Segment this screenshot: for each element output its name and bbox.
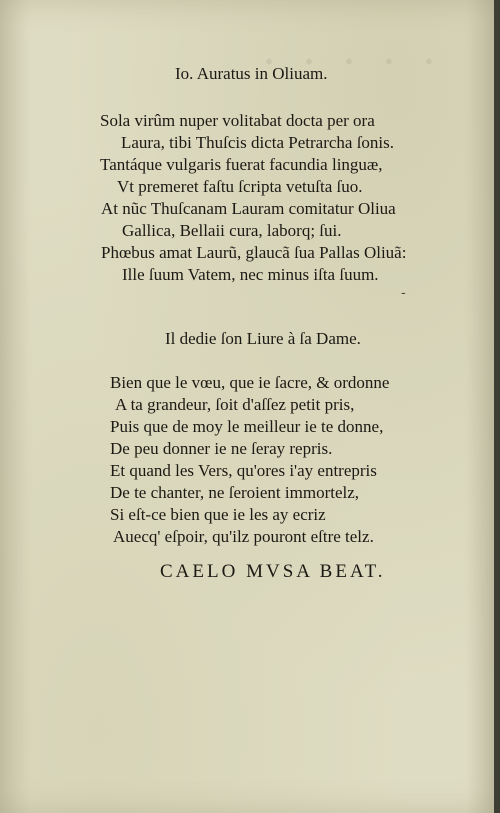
poem2-line-5: Et quand les Vers, qu'ores i'ay entrepris: [110, 461, 377, 480]
show-through-text: . . . . .: [262, 24, 442, 75]
poem1-title: Io. Auratus in Oliuam.: [175, 64, 328, 83]
poem2-line-2: A ta grandeur, ſoit d'aſſez petit pris,: [115, 395, 355, 414]
poem1-line-6: Gallica, Bellaii cura, laborq; ſui.: [122, 221, 342, 240]
poem2-line-4: De peu donner ie ne ſeray repris.: [110, 439, 333, 458]
poem1-line-7: Phœbus amat Laurũ, glaucã ſua Pallas Oliuã:: [101, 243, 407, 262]
poem2-line-1: Bien que le vœu, que ie ſacre, & ordonne: [110, 373, 390, 392]
poem1-line-3: Tantáque vulgaris fuerat facundia linguæ,: [100, 155, 383, 174]
poem1-line-2: Laura, tibi Thuſcis dicta Petrarcha ſonis.: [121, 133, 395, 152]
poem2-line-3: Puis que de moy le meilleur ie te donne,: [110, 417, 384, 436]
poem1-line-1: Sola virûm nuper volitabat docta per ora: [100, 111, 375, 130]
poem2-line-6: De te chanter, ne ſeroient immortelz,: [110, 483, 360, 502]
page-edge: [494, 0, 500, 813]
poem2-line-7: Si eſt-ce bien que ie les ay ecriz: [110, 505, 326, 524]
poem2-title: Il dedie ſon Liure à ſa Dame.: [165, 329, 361, 348]
poem1-line-8: Ille ſuum Vatem, nec minus iſta ſuum.: [122, 265, 379, 284]
faint-mark: -: [401, 285, 406, 301]
poem1-line-5: At nũc Thuſcanam Lauram comitatur Oliua: [101, 199, 396, 218]
poem2-line-8: Auecq' eſpoir, qu'ilz pouront eſtre telz.: [113, 527, 374, 546]
poem1-line-4: Vt premeret faſtu ſcripta vetuſta ſuo.: [117, 177, 363, 196]
motto: CAELO MVSA BEAT.: [160, 561, 386, 582]
